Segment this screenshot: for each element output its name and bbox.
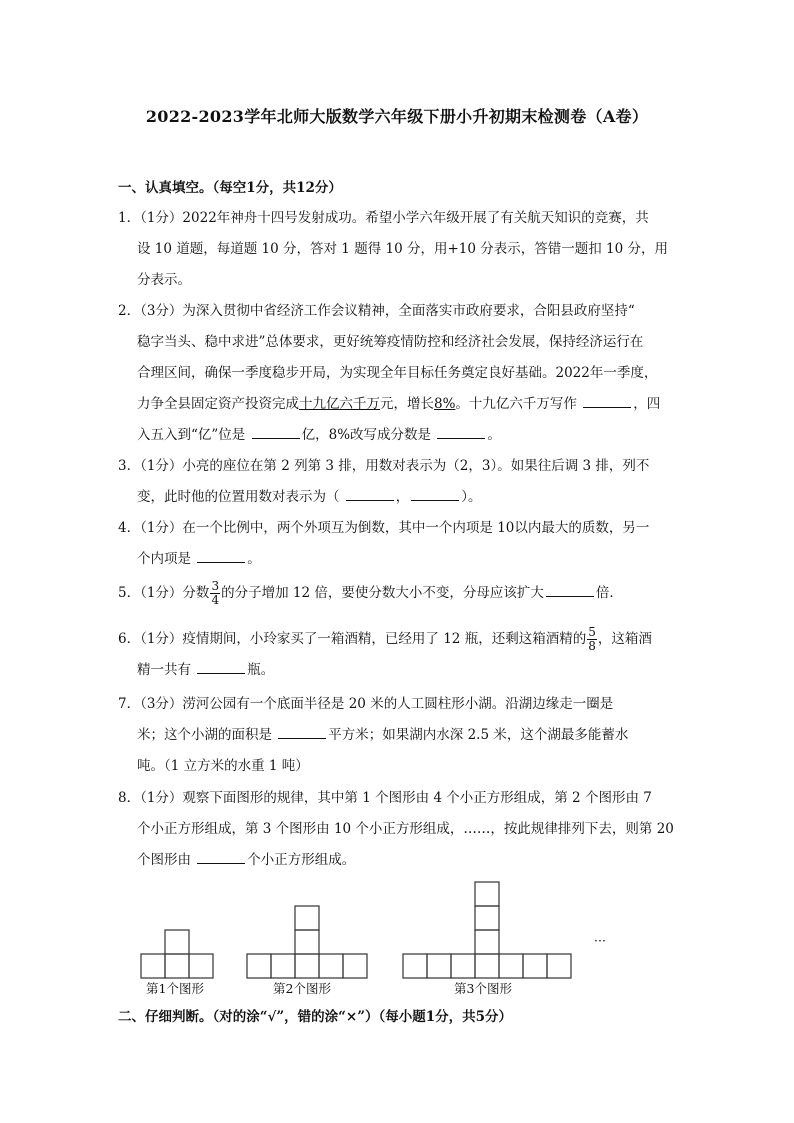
question-4 xyxy=(118,513,680,575)
q6-text-a: 6．（1分）疫情期间，小玲家买了一箱酒精，已经用了 12 瓶，还剩这箱酒精的 xyxy=(118,631,587,647)
q2-text-e: 入五入到“亿”位是 xyxy=(137,427,246,443)
question-1-line-1: 1．（1分）2022年神舟十四号发射成功。希望小学六年级开展了有关航天知识的竞赛，共 xyxy=(118,210,649,226)
answer-blank[interactable] xyxy=(252,425,300,439)
question-2-line-4 xyxy=(118,389,680,420)
section-1-heading: 一、认真填空。（每空1分，共12分） xyxy=(118,180,342,196)
q4-text-b: 。 xyxy=(247,551,261,567)
figure-3-label: 第3个图形 xyxy=(454,981,512,996)
square xyxy=(451,954,475,978)
square xyxy=(343,954,367,978)
question-2-line-5 xyxy=(118,420,680,451)
square xyxy=(141,954,165,978)
square xyxy=(475,954,499,978)
q2-text-f: 亿，8%改写成分数是 xyxy=(301,427,432,443)
q5-text-b: 的分子增加 12 倍，要使分数大小不变，分母应该扩大 xyxy=(221,585,544,601)
figure-2-squares xyxy=(247,906,367,978)
question-7-line-2 xyxy=(118,720,680,751)
question-2-line-2: 稳字当头、稳中求进”总体要求，更好统筹疫情防控和经济社会发展，保持经济运行在 xyxy=(137,334,644,350)
square xyxy=(547,954,571,978)
q5-text-a: 5．（1分）分数 xyxy=(118,585,210,601)
q2-text-b: 元，增长 xyxy=(380,396,434,412)
fraction-numerator: 5 xyxy=(588,625,596,639)
figure-ellipsis: ··· xyxy=(594,933,606,948)
question-7-line-3: 吨。（1 立方米的水重 1 吨） xyxy=(137,758,309,774)
question-7-line-1: 7．（3分）涝河公园有一个底面半径是 20 米的人工圆柱形小湖。沿湖边缘走一圈是 xyxy=(118,696,614,712)
question-1 xyxy=(118,203,680,296)
question-2-line-1: 2．（3分）为深入贯彻中省经济工作会议精神，全面落实市政府要求，合阳县政府坚持“ xyxy=(118,303,635,319)
square xyxy=(475,930,499,954)
fraction-5-8 xyxy=(587,626,597,653)
question-8-line-3 xyxy=(118,845,680,876)
section-2-heading: 二、仔细判断。（对的涂“√”，错的涂“×”）（每小题1分，共5分） xyxy=(118,1009,513,1025)
question-8-line-1: 8．（1分）观察下面图形的规律，其中第 1 个图形由 4 个小正方形组成，第 2 个图形由 7 xyxy=(118,790,652,806)
q3-text-b: ， xyxy=(395,489,410,505)
q5-text-c: 倍． xyxy=(595,585,623,601)
q3-text-a: 变，此时他的位置用数对表示为（ xyxy=(137,489,340,505)
question-3-line-2 xyxy=(118,482,680,513)
answer-blank[interactable] xyxy=(411,487,459,501)
question-1-line-3: 分表示。 xyxy=(137,272,191,288)
question-2-line-3: 合理区间，确保一季度稳步开局，为实现全年目标任务奠定良好基础。2022年一季度， xyxy=(137,365,658,381)
figure-1-squares xyxy=(141,930,213,978)
square xyxy=(247,954,271,978)
fraction-3-4 xyxy=(210,580,220,607)
answer-blank[interactable] xyxy=(197,549,245,563)
q7-text-a: 米；这个小湖的面积是 xyxy=(137,727,272,743)
square xyxy=(165,930,189,954)
q2-underlined-number: 十九亿六千万 xyxy=(299,396,380,412)
square xyxy=(295,906,319,930)
answer-blank[interactable] xyxy=(278,725,326,739)
question-6 xyxy=(118,624,680,686)
answer-blank[interactable] xyxy=(546,583,594,597)
question-3 xyxy=(118,451,680,513)
figure-1-label: 第1个图形 xyxy=(146,981,204,996)
question-5 xyxy=(118,578,680,609)
question-5-line-1 xyxy=(118,578,680,609)
square xyxy=(271,954,295,978)
question-7 xyxy=(118,689,680,782)
square xyxy=(295,930,319,954)
q2-text-c: 。十九亿六千万写作 xyxy=(455,396,577,412)
square xyxy=(523,954,547,978)
q2-underlined-percent: 8% xyxy=(434,396,456,412)
question-8 xyxy=(118,783,680,876)
square xyxy=(403,954,427,978)
square xyxy=(499,954,523,978)
square xyxy=(427,954,451,978)
answer-blank[interactable] xyxy=(346,487,394,501)
square xyxy=(319,954,343,978)
fraction-numerator: 3 xyxy=(211,579,220,593)
q6-text-c: 精一共有 xyxy=(137,662,191,678)
square xyxy=(165,954,189,978)
q2-text-g: 。 xyxy=(487,427,501,443)
q2-text-a: 力争全县固定资产投资完成 xyxy=(137,396,299,412)
pattern-diagram xyxy=(136,877,610,999)
square xyxy=(295,954,319,978)
question-1-line-2: 设 10 道题，每道题 10 分，答对 1 题得 10 分，用+10 分表示，答错一题扣 10 分，用 xyxy=(137,241,668,257)
square-pattern-figure xyxy=(136,877,610,999)
answer-blank[interactable] xyxy=(197,850,245,864)
square xyxy=(189,954,213,978)
question-4-line-1: 4．（1分）在一个比例中，两个外项互为倒数，其中一个内项是 10以内最大的质数，另一 xyxy=(118,520,650,536)
question-8-line-2: 个小正方形组成，第 3 个图形由 10 个小正方形组成，……，按此规律排列下去，则第 20 xyxy=(137,821,674,837)
square xyxy=(475,906,499,930)
q6-text-d: 瓶。 xyxy=(247,662,275,678)
square xyxy=(475,882,499,906)
answer-blank[interactable] xyxy=(437,425,485,439)
question-2 xyxy=(118,296,680,451)
fraction-denominator: 4 xyxy=(211,593,220,607)
exam-title: 2022-2023学年北师大版数学六年级下册小升初期末检测卷（A卷） xyxy=(145,107,649,126)
figure-3-squares xyxy=(403,882,571,978)
answer-blank[interactable] xyxy=(197,660,245,674)
q3-text-c: ）。 xyxy=(461,489,482,505)
q2-text-d: ，四 xyxy=(633,396,661,412)
question-3-line-1: 3．（1分）小亮的座位在第 2 列第 3 排，用数对表示为（2，3）。如果往后调 3 排，列不 xyxy=(118,458,650,474)
q6-text-b: ，这箱酒 xyxy=(597,631,652,647)
answer-blank[interactable] xyxy=(583,394,631,408)
question-4-line-2 xyxy=(118,544,680,575)
question-6-line-2 xyxy=(118,655,680,686)
figure-2-label: 第2个图形 xyxy=(273,981,331,996)
q4-text-a: 个内项是 xyxy=(137,551,191,567)
question-6-line-1 xyxy=(118,624,680,655)
q8-text-a: 个图形由 xyxy=(137,852,191,868)
q7-text-b: 平方米；如果湖内水深 2.5 米，这个湖最多能蓄水 xyxy=(328,727,629,743)
q8-text-b: 个小正方形组成。 xyxy=(247,852,356,868)
fraction-denominator: 8 xyxy=(588,639,596,653)
